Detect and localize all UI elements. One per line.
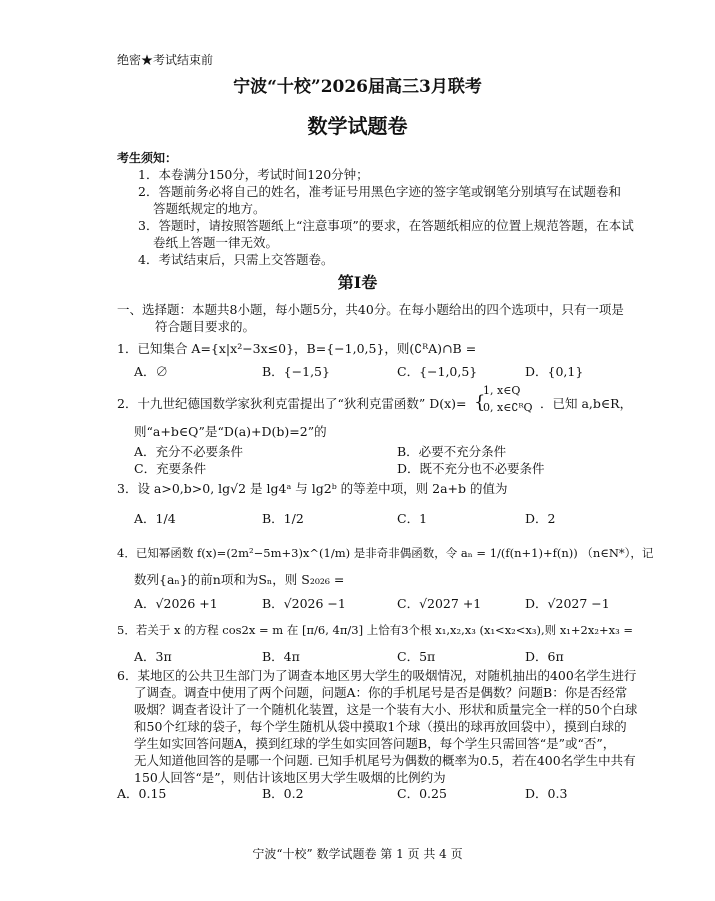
notice-heading: 考生须知： (117, 151, 178, 165)
exam-title: 宁波“十校”2026届高三3月联考 (233, 77, 482, 97)
question-4-line2: 数列{aₙ}的前n项和为Sₙ，则 S₂₀₂₆ = (134, 572, 345, 587)
piecewise-case-1: 1, x∈Q (483, 384, 521, 397)
question-2-stem-tail: ．已知 a,b∈R， (540, 396, 633, 411)
q4-option-d: D．√2027 −1 (525, 596, 610, 611)
q3-option-b: B．1/2 (262, 511, 304, 526)
notice-item: 4．考试结束后，只需上交答题卷。 (138, 252, 334, 267)
q3-option-c: C．1 (397, 511, 428, 526)
question-4-stem: 4．已知幂函数 f(x)=(2m²−5m+3)x^(1/m) 是非奇非偶函数，令 aₙ = 1/(f(n+1)+f(n)) （n∈N*），记 (117, 546, 654, 560)
q1-option-d: D．{0,1} (525, 364, 584, 379)
notice-item: 答题纸规定的地方。 (153, 201, 266, 216)
question-6-line: 150人回答“是”，则估计该地区男大学生吸烟的比例约为 (134, 770, 446, 785)
section-instruction: 一、选择题：本题共8小题，每小题5分，共40分。在每小题给出的四个选项中，只有一项是 (117, 302, 624, 317)
q4-option-c: C．√2027 +1 (397, 596, 482, 611)
notice-item: 2．答题前务必将自己的姓名，准考证号用黑色字迹的签字笔或钢笔分别填写在试题卷和 (138, 184, 621, 199)
q4-option-a: A．√2026 +1 (134, 596, 218, 611)
question-5-stem: 5．若关于 x 的方程 cos2x = m 在 [π/6, 4π/3] 上恰有3个根 x₁,x₂,x₃ (x₁<x₂<x₃),则 x₁+2x₂+x₃ = (117, 623, 633, 637)
q5-option-a: A．3π (134, 649, 172, 664)
q2-option-a: A．充分不必要条件 (134, 444, 244, 459)
question-6-line: 6．某地区的公共卫生部门为了调查本地区男大学生的吸烟情况，对随机抽出的400名学生进行 (117, 668, 637, 683)
question-1-stem: 1．已知集合 A={x|x²−3x≤0}，B={−1,0,5}，则(∁ᴿA)∩B = (117, 341, 477, 356)
question-2-line2: 则“a+b∈Q”是“D(a)+D(b)=2”的 (134, 424, 327, 439)
q6-option-b: B．0.2 (262, 786, 304, 801)
q1-option-a: A．∅ (134, 364, 169, 379)
paper-subtitle: 数学试题卷 (307, 114, 408, 138)
secret-label: 绝密★考试结束前 (117, 53, 214, 67)
notice-item: 1．本卷满分150分，考试时间120分钟； (138, 167, 369, 182)
question-6-line: 了调查。调查中使用了两个问题，问题A：你的手机尾号是否是偶数？问题B：你是否经常 (134, 685, 628, 700)
notice-item: 卷纸上答题一律无效。 (153, 235, 279, 250)
question-3-stem: 3．设 a>0,b>0, lg√2 是 lg4ᵃ 与 lg2ᵇ 的等差中项，则 2a+b 的值为 (117, 481, 508, 496)
q5-option-b: B．4π (262, 649, 300, 664)
page-footer: 宁波“十校” 数学试题卷 第 1 页 共 4 页 (252, 847, 463, 861)
q5-option-c: C．5π (397, 649, 436, 664)
q3-option-d: D．2 (525, 511, 556, 526)
q6-option-d: D．0.3 (525, 786, 568, 801)
question-6-line: 和50个红球的袋子，每个学生随机从袋中摸取1个球（摸出的球再放回袋中），摸到白球的 (134, 719, 627, 734)
q2-option-b: B．必要不充分条件 (397, 444, 507, 459)
q3-option-a: A．1/4 (134, 511, 176, 526)
q2-option-d: D．既不充分也不必要条件 (397, 461, 545, 476)
q5-option-d: D．6π (525, 649, 564, 664)
brace-icon: { (474, 392, 486, 413)
question-2-stem: 2．十九世纪德国数学家狄利克雷提出了“狄利克雷函数” D(x)= (117, 396, 467, 411)
q6-option-c: C．0.25 (397, 786, 447, 801)
piecewise-case-2: 0, x∈∁ᴿQ (483, 401, 533, 414)
notice-item: 3．答题时，请按照答题纸上“注意事项”的要求，在答题纸相应的位置上规范答题，在本试 (138, 218, 634, 233)
q2-option-c: C．充要条件 (134, 461, 207, 476)
part-title: 第Ⅰ卷 (337, 273, 378, 292)
question-6-line: 无人知道他回答的是哪一个问题. 已知手机尾号为偶数的概率为0.5，若在400名学生中共有 (134, 753, 636, 768)
q1-option-b: B．{−1,5} (262, 364, 330, 379)
question-6-line: 学生如实回答问题A，摸到红球的学生如实回答问题B，每个学生只需回答“是”或“否”， (134, 736, 616, 751)
q1-option-c: C．{−1,0,5} (397, 364, 478, 379)
q6-option-a: A．0.15 (117, 786, 167, 801)
q4-option-b: B．√2026 −1 (262, 596, 346, 611)
question-6-line: 吸烟？调查者设计了一个随机化装置，这是一个装有大小、形状和质量完全一样的50个白球 (134, 702, 638, 717)
section-instruction: 符合题目要求的。 (155, 319, 256, 334)
